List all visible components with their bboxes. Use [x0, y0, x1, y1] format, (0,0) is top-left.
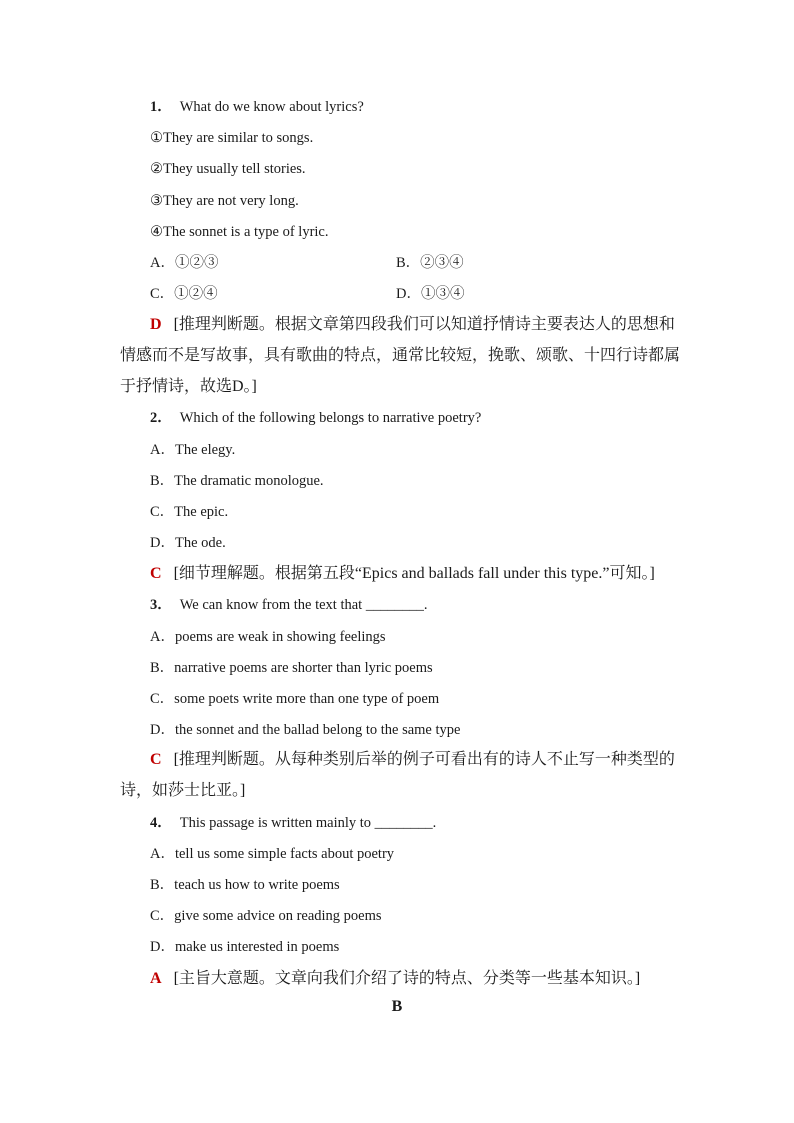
question-4-number: 4．: [150, 815, 172, 831]
question-1-item-1: ①They are similar to songs.: [150, 130, 314, 146]
question-2-stem: [150, 408, 481, 428]
question-1-text: What do we know about lyrics?: [179, 99, 364, 115]
question-2-answer: C: [150, 565, 162, 582]
question-3-stem: [150, 595, 427, 615]
question-4-explanation: [150, 969, 640, 989]
question-4-option-c: C．give some advice on reading poems: [150, 908, 382, 924]
question-4-option-d: D．make us interested in poems: [150, 939, 340, 955]
question-3-option-d: D．the sonnet and the ballad belong to the same type: [150, 722, 461, 738]
question-2-option-a: A．The elegy.: [150, 442, 236, 458]
question-1-option-a: A．①②③: [150, 255, 219, 271]
section-heading: B: [391, 998, 403, 1015]
question-1-option-c: C．①②④: [150, 286, 218, 302]
question-1-option-d: D．①③④: [396, 286, 465, 302]
question-4-answer: A: [150, 970, 162, 987]
question-1-explanation: [120, 309, 680, 402]
question-4-explanation-text: [主旨大意题。文章向我们介绍了诗的特点、分类等一些基本知识。]: [173, 970, 641, 987]
question-2-explanation: [150, 564, 655, 584]
question-3-option-a: A．poems are weak in showing feelings: [150, 629, 386, 645]
question-2-number: 2．: [150, 410, 172, 426]
question-4-option-b: B．teach us how to write poems: [150, 877, 340, 893]
question-2-text: Which of the following belongs to narrative poetry?: [179, 410, 482, 426]
question-1-item-3: ③They are not very long.: [150, 193, 299, 209]
question-3-option-b: B．narrative poems are shorter than lyric poems: [150, 660, 433, 676]
question-2-explanation-text: [细节理解题。根据第五段“Epics and ballads fall under this type.”可知。]: [173, 565, 655, 582]
question-4-stem: [150, 813, 436, 833]
question-1-item-2: ②They usually tell stories.: [150, 161, 306, 177]
question-2-option-b: B．The dramatic monologue.: [150, 473, 324, 489]
question-3-explanation: [120, 744, 680, 806]
question-3-answer: C: [150, 751, 162, 768]
question-1-explanation-text: [推理判断题。根据文章第四段我们可以知道抒情诗主要表达人的思想和情感而不是写故事，具有歌曲的特点，通常比较短，挽歌、颂歌、十四行诗都属于抒情诗，故选D。]: [120, 316, 681, 395]
question-4-option-a: A．tell us some simple facts about poetry: [150, 846, 395, 862]
question-3-option-c: C．some poets write more than one type of poem: [150, 691, 440, 707]
question-3-explanation-text: [推理判断题。从每种类别后举的例子可看出有的诗人不止写一种类型的诗，如莎士比亚。]: [120, 751, 675, 799]
question-2-option-d: D．The ode.: [150, 535, 226, 551]
question-4-text: This passage is written mainly to ________.: [179, 815, 437, 831]
question-3-text: We can know from the text that ________.: [179, 597, 428, 613]
question-1-stem: [150, 97, 364, 117]
question-1-answer: D: [150, 316, 162, 333]
question-1-option-b: B．②③④: [396, 255, 464, 271]
question-1-item-4: ④The sonnet is a type of lyric.: [150, 224, 329, 240]
question-1-number: 1．: [150, 99, 172, 115]
question-2-option-c: C．The epic.: [150, 504, 229, 520]
question-3-number: 3．: [150, 597, 172, 613]
